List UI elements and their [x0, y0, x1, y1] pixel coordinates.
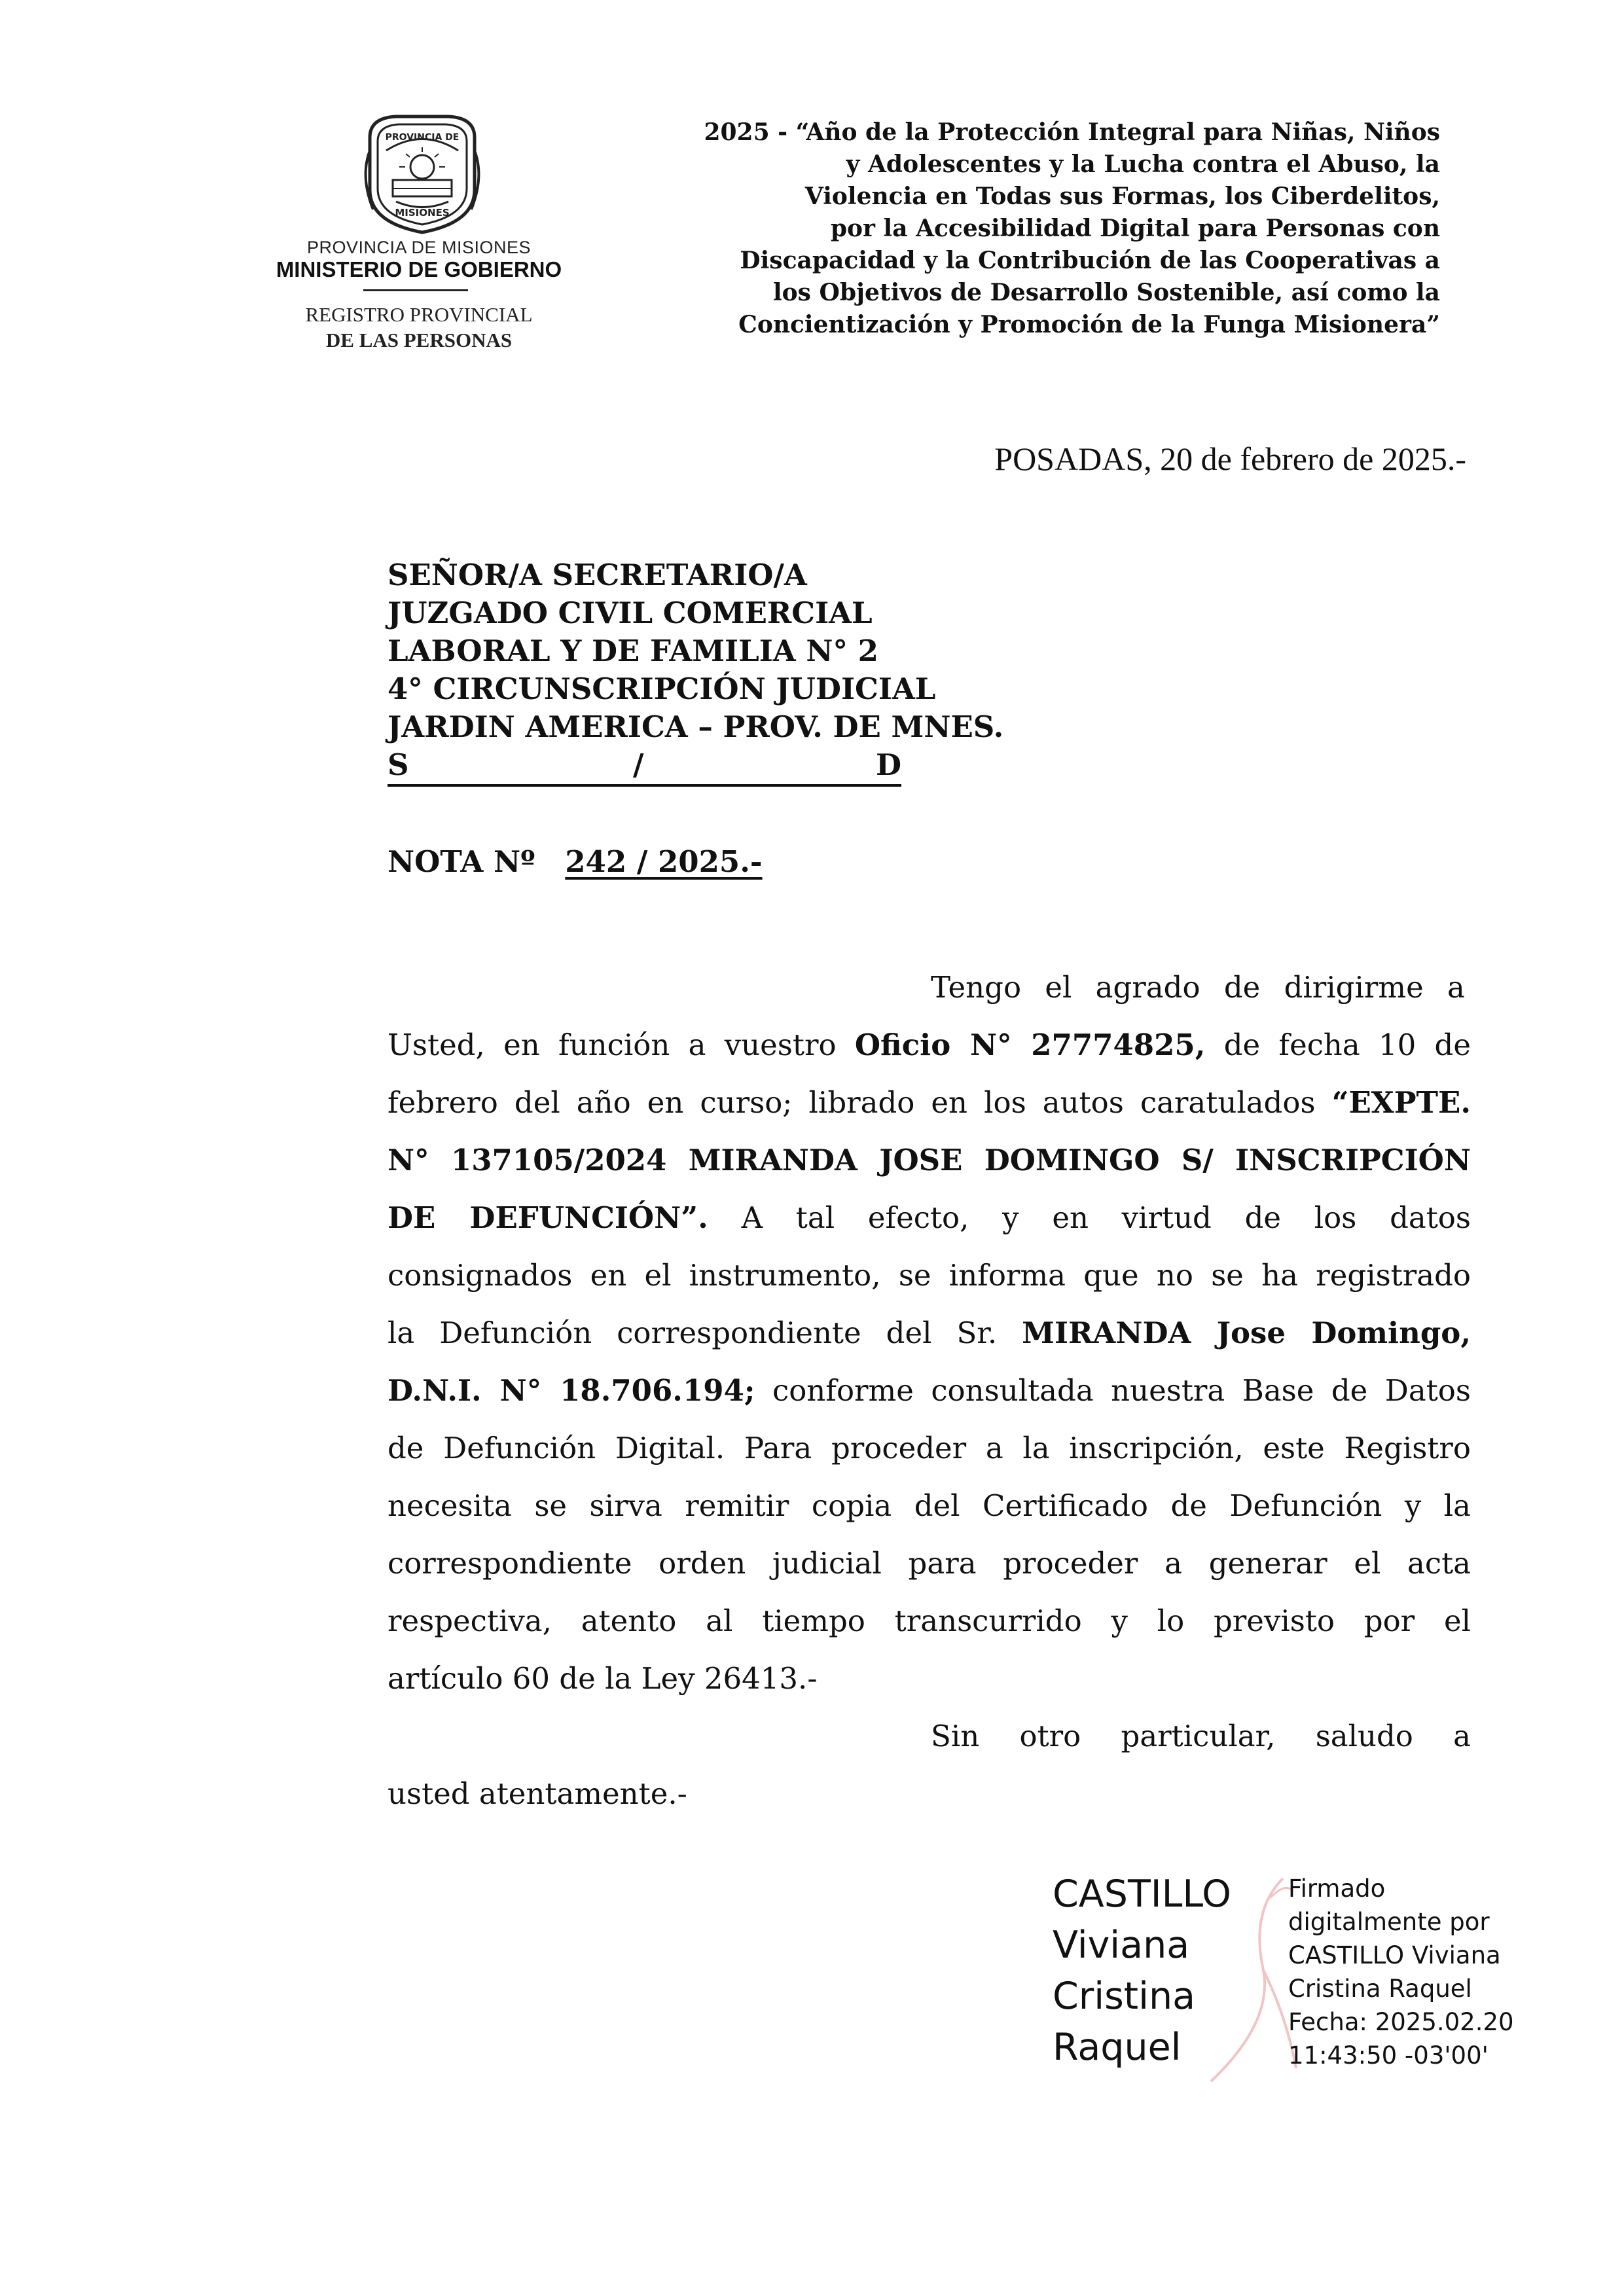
body-line [388, 1362, 1471, 1420]
body-line [388, 1592, 1471, 1650]
addressee-line: SEÑOR/A SECRETARIO/A [388, 558, 807, 592]
digital-signature-info [1288, 1872, 1514, 2072]
seal-bottom-text: MISIONES [395, 207, 450, 219]
addressee-block [388, 556, 1108, 787]
signature-info-line: Fecha: 2025.02.20 [1288, 2008, 1514, 2036]
body-text: respectiva, atento al tiempo transcurrido y lo previsto por el [388, 1604, 1471, 1638]
digital-signature-mark-icon [1172, 1872, 1303, 2088]
province-name: PROVINCIA DE MISIONES [306, 238, 532, 257]
body-text: necesita se sirva remitir copia del Certificado de Defunción y la [388, 1488, 1471, 1523]
body-line [388, 959, 1471, 1016]
body-line [388, 1132, 1471, 1189]
case-reference: N° 137105/2024 MIRANDA JOSE DOMINGO S/ INSCRIPCIÓN [388, 1143, 1471, 1177]
registry-name-line1: REGISTRO PROVINCIAL [305, 303, 533, 326]
province-seal-logo [357, 111, 488, 236]
signer-name-line: Cristina [1053, 1975, 1196, 2018]
sd-left: S [388, 747, 409, 782]
case-reference: DE DEFUNCIÓN”. [388, 1200, 708, 1235]
note-number [388, 844, 763, 879]
deceased-dni: D.N.I. N° 18.706.194; [388, 1373, 755, 1408]
body-text: Usted, en función a vuestro [388, 1028, 837, 1062]
closing-text: usted atentamente.- [388, 1776, 687, 1811]
body-text: A tal efecto, y en virtud de los datos [741, 1200, 1471, 1235]
addressee-line: JARDIN AMERICA – PROV. DE MNES. [388, 709, 1004, 744]
signature-info-line: digitalmente por [1288, 1908, 1490, 1936]
body-text: la Defunción correspondiente del Sr. [388, 1316, 998, 1350]
deceased-name: MIRANDA Jose Domingo, [1022, 1316, 1471, 1350]
body-line [388, 1189, 1471, 1247]
body-line [388, 1477, 1471, 1535]
signature-info-line: CASTILLO Viviana [1288, 1941, 1501, 1969]
sd-mid: / [633, 747, 644, 782]
signature-info-line: Firmado [1288, 1874, 1386, 1903]
letter-body [388, 959, 1471, 1823]
motto-line: y Adolescentes y la Lucha contra el Abuso, la [846, 151, 1440, 178]
closing-text: Sin otro particular, saludo a [931, 1719, 1471, 1753]
motto-line: 2025 - “Año de la Protección Integral para Niñas, Niños [704, 118, 1440, 146]
signature-info-line: Cristina Raquel [1288, 1975, 1472, 2003]
motto-line: Discapacidad y la Contribución de las Cooperativas a [740, 247, 1440, 274]
body-line [388, 1016, 1471, 1074]
body-line [388, 1708, 1471, 1765]
body-text: Tengo el agrado de dirigirme a [931, 970, 1465, 1005]
signer-name-line: CASTILLO [1053, 1873, 1231, 1916]
signer-name-line: Raquel [1053, 2026, 1182, 2069]
body-line [388, 1304, 1471, 1362]
body-text: correspondiente orden judicial para proceder a generar el acta [388, 1546, 1471, 1581]
body-text: de Defunción Digital. Para proceder a la inscripción, este Registro [388, 1431, 1471, 1465]
place-date: POSADAS, 20 de febrero de 2025.- [994, 440, 1466, 477]
note-value: 242 / 2025.- [565, 844, 763, 879]
signer-name-line: Viviana [1053, 1924, 1190, 1967]
sd-line [388, 746, 901, 787]
addressee-line: LABORAL Y DE FAMILIA N° 2 [388, 634, 878, 668]
seal-top-text: PROVINCIA DE [385, 132, 460, 143]
motto-line: los Objetivos de Desarrollo Sostenible, así como la [772, 279, 1440, 306]
signature-info-line: 11:43:50 -03'00' [1288, 2041, 1489, 2070]
note-label: NOTA Nº [388, 844, 535, 879]
body-text: febrero del año en curso; librado en los autos caratulados [388, 1085, 1316, 1120]
header-divider [363, 289, 468, 291]
motto-line: por la Accesibilidad Digital para Personas con [830, 215, 1440, 242]
body-line [388, 1765, 1471, 1823]
body-text: conforme consultada nuestra Base de Datos [772, 1373, 1471, 1408]
year-motto [615, 117, 1440, 341]
motto-line: Violencia en Todas sus Formas, los Ciberdelitos, [804, 183, 1440, 210]
body-text: de fecha 10 de [1223, 1028, 1471, 1062]
sd-right: D [875, 747, 901, 782]
registry-name-line2: DE LAS PERSONAS [325, 329, 513, 351]
body-line [388, 1420, 1471, 1477]
body-line [388, 1535, 1471, 1592]
body-line [388, 1247, 1471, 1304]
addressee-line: 4° CIRCUNSCRIPCIÓN JUDICIAL [388, 672, 936, 706]
body-line [388, 1074, 1471, 1132]
motto-line: Concientización y Promoción de la Funga Misionera” [738, 311, 1440, 338]
addressee-line: JUZGADO CIVIL COMERCIAL [388, 596, 873, 630]
case-reference: “EXPTE. [1331, 1085, 1471, 1120]
body-text: consignados en el instrumento, se informa que no se ha registrado [388, 1258, 1471, 1293]
oficio-reference: Oficio N° 27774825, [854, 1028, 1206, 1062]
ministry-name: MINISTERIO DE GOBIERNO [276, 257, 562, 281]
body-line [388, 1650, 1471, 1708]
body-text: artículo 60 de la Ley 26413.- [388, 1661, 818, 1696]
